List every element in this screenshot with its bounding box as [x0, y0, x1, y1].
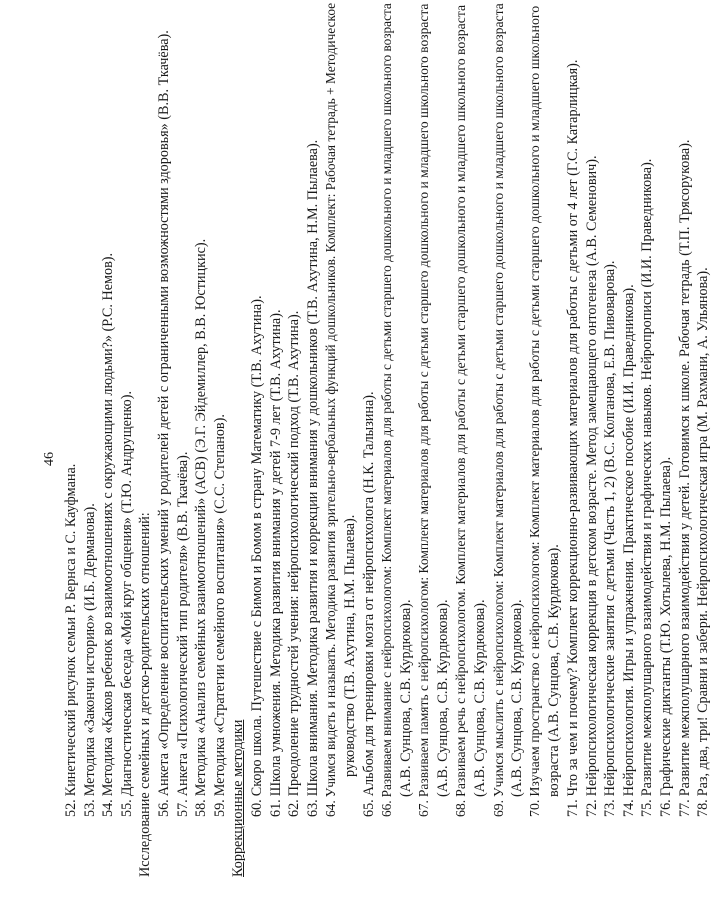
list-item	[192, 7, 211, 877]
list-item	[452, 4, 471, 877]
item-number: 55.	[118, 799, 135, 817]
page-number: 46	[42, 452, 57, 466]
list-item	[638, 7, 657, 877]
item-text: руководство (Т.В. Ахутина, Н.М. Пылаева).	[341, 514, 358, 777]
item-number: 73.	[602, 799, 619, 817]
list-item	[601, 7, 620, 877]
item-text: Школа внимания. Методика развития и коррекции внимания у дошкольников (Т.В. Ахутина, Н.М. Пылаева).	[304, 139, 321, 797]
item-text: Развиваем речь с нейропсихологом. Комплект материалов для работы с детьми старшего дошкольного и младшего школьного возраста	[453, 4, 469, 797]
item-text: Нейропсихологические занятия с детьми (Часть 1, 2) (В.С. Колганова, Е.В. Пивоварова).	[602, 260, 619, 797]
item-number: 77.	[676, 799, 693, 817]
item-number: 61.	[267, 799, 284, 817]
item-text: Развиваем память с нейропсихологом: Комплект материалов для работы с детьми старшего дошкольного и младшего школьного возраста	[416, 3, 432, 798]
item-number: 58.	[193, 799, 210, 817]
list-item-continuation	[545, 7, 564, 877]
item-text: Анкета «Психологический тип родителя» (В.В. Ткачёва).	[174, 451, 191, 797]
item-number: 68.	[453, 799, 469, 817]
list-item	[304, 7, 323, 877]
list-item	[415, 3, 434, 877]
section-heading	[229, 7, 248, 877]
list-item	[676, 7, 695, 877]
item-text: (А.В. Сунцова, С.В. Курдюкова).	[472, 599, 489, 797]
item-number: 54.	[100, 799, 117, 817]
list-item	[267, 7, 286, 877]
item-number: 66.	[379, 800, 395, 817]
list-item	[694, 7, 713, 877]
item-text: (А.В. Сунцова, С.В. Курдюкова).	[509, 599, 526, 797]
item-number: 69.	[490, 799, 506, 817]
item-text: Развитие межполушарного взаимодействия у детей. Готовимся к школе. Рабочая тетрадь (Т.П. Трясорукова).	[676, 139, 693, 797]
item-number: 59.	[211, 799, 228, 817]
item-text: Нейропсихологическая коррекция в детском возрасте. Метод замещающего онтогенеза (А.В. Семенович).	[583, 155, 600, 797]
item-number: 57.	[174, 799, 191, 817]
list-item	[62, 7, 81, 877]
list-item	[99, 7, 118, 877]
list-item	[564, 7, 583, 877]
item-number: 52.	[63, 799, 79, 817]
item-number: 63.	[304, 799, 321, 817]
list-item	[583, 7, 602, 877]
list-item-continuation	[508, 7, 527, 877]
item-text: Изучаем пространство с нейропсихологом: Комплект материалов для работы с детьми старшего дошкольного и младшего школьного	[527, 5, 543, 797]
item-number: 65.	[360, 799, 377, 817]
list-item	[378, 3, 397, 877]
item-text: Методика «Каков ребенок во взаимоотношениях с окружающими людьми?» (Р.С. Немов).	[100, 252, 117, 797]
item-text: Методика «Закончи историю» (И.Б. Дерманова).	[81, 503, 98, 797]
list-item	[211, 7, 230, 877]
section-heading	[136, 7, 155, 877]
item-number: 64.	[323, 800, 339, 817]
item-number: 76.	[658, 799, 674, 817]
list-item	[155, 7, 174, 877]
item-number: 67.	[416, 800, 432, 817]
item-number: 74.	[620, 799, 637, 817]
list-item	[118, 7, 137, 877]
list-item-continuation	[434, 7, 453, 877]
item-text: Преодоление трудностей учения: нейропсихологический подход (Т.В. Ахутина).	[286, 310, 303, 797]
item-text: Методика «Стратегии семейного воспитания» (С.С. Степанов).	[211, 414, 228, 797]
item-number: 53.	[81, 799, 98, 817]
list-item	[527, 7, 546, 877]
item-text: Что за чем и почему? Комплект коррекционно-развивающих материалов для работы с детьми от 4 лет (Г.С. Катарлицкая).	[565, 59, 582, 797]
list-item	[620, 7, 639, 877]
list-item-continuation	[341, 7, 360, 877]
item-number: 62.	[286, 799, 303, 817]
item-text: Методика «Анализ семейных взаимоотношений» (АСВ) (Э.Г. Эйдемиллер, В.В. Юстицкис).	[193, 238, 210, 797]
item-text: Графические диктанты (Т.Ю. Хотылева, Н.М. Пылаева).	[658, 456, 674, 797]
list-item	[322, 2, 341, 877]
item-text: (А.В. Сунцова, С.В. Курдюкова).	[434, 599, 451, 797]
item-text: Альбом для тренировки мозга от нейропсихолога (Н.К. Талызина).	[360, 391, 377, 797]
item-number: 56.	[155, 799, 172, 817]
item-text: Скоро школа. Путешествие с Бимом и Бомом в страну Математику (Т.В. Ахутина).	[248, 295, 265, 797]
item-text: Анкета «Определение воспитательских умений у родителей детей с ограниченными возможностями здоровья» (В.В. Ткачёва).	[155, 30, 172, 797]
list-item	[657, 7, 676, 877]
item-text: Учимся видеть и называть. Методика развития зрительно-вербальных функций дошкольников. Комплект: Рабочая тетрадь + Методическое	[323, 2, 339, 798]
item-text: Учимся мыслить с нейропсихологом: Комплект материалов для работы с детьми старшего дошкольного и младшего школьного возраста	[490, 3, 506, 797]
list-item	[248, 7, 267, 877]
item-text: Коррекционные методики	[230, 719, 247, 877]
list-item	[81, 7, 100, 877]
list-item-continuation	[397, 7, 416, 877]
list-item	[285, 7, 304, 877]
item-number: 78.	[695, 799, 712, 817]
item-number: 60.	[248, 799, 265, 817]
item-text: Диагностическая беседа «Мой круг общения» (Т.Ю. Андрущенко).	[118, 390, 135, 797]
item-text: Нейропсихология. Игры и упражнения. Практическое пособие (И.И. Праведникова).	[620, 284, 637, 797]
item-number: 71.	[565, 799, 582, 817]
item-text: Развиваем внимание с нейропсихологом: Комплект материалов для работы с детьми старшего дошкольного и младшего школьного возраста	[379, 3, 395, 798]
item-text: Школа умножения. Методика развития внимания у детей 7-9 лет (Т.В. Ахутина).	[267, 309, 284, 797]
item-text: Раз, два, три! Сравни и забери. Нейропсихологическая игра (М. Рахмани, А. Ульянова).	[695, 267, 712, 797]
item-text: Кинетический рисунок семьи Р. Бернса и С. Кауфмана.	[63, 463, 79, 797]
list-item	[174, 7, 193, 877]
item-text: возраста (А.В. Сунцова, С.В. Курдюкова).	[546, 544, 563, 797]
item-number: 75.	[639, 799, 656, 817]
reference-list	[62, 2, 713, 877]
item-text: Развитие межполушарного взаимодействия и графических навыков. Нейропрописи (И.И. Праведникова).	[639, 158, 656, 797]
list-item	[360, 7, 379, 877]
list-item-continuation	[471, 7, 490, 877]
item-text: (А.В. Сунцова, С.В. Курдюкова).	[397, 599, 414, 797]
item-text: Исследование семейных и детско-родительских отношений:	[137, 512, 154, 877]
list-item	[490, 3, 509, 877]
item-number: 72.	[583, 799, 600, 817]
item-number: 70.	[527, 799, 543, 817]
